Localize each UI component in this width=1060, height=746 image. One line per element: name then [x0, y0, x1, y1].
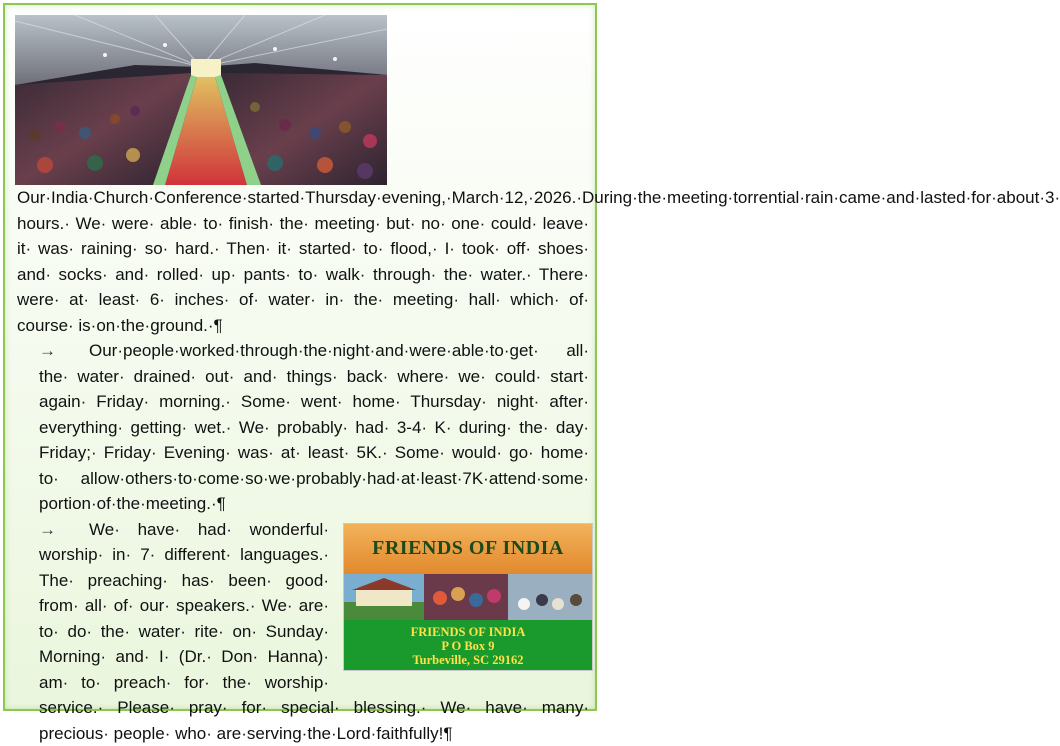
conference-hall-image [15, 15, 387, 185]
paragraph-2 [17, 338, 589, 517]
paragraph-2-text: Our·people·worked·through·the·night·and·were·able·to·get· all· the· water· drained· out· and· things· back· where· we· could· start· again· Friday· morning.· Some· went· home· Thursday· night· after· everything· getting· wet.· We· probably· had· 3-4· K· during· the· day· Friday;· Friday· Evening· was· at· least· 5K.· Some· would· go· home· to· allow·others·to·come·so·we·probably·had·at·least·7K·attend·some· portion·of·the·meeting.·¶ [39, 341, 589, 513]
newsletter-page [3, 3, 597, 711]
paragraph-3 [17, 517, 589, 746]
friends-of-india-flyer [343, 523, 593, 671]
flyer-org-name: FRIENDS OF INDIA [344, 625, 592, 639]
paragraph-1 [17, 11, 589, 338]
tab-arrow-icon: → [39, 517, 89, 543]
flyer-photos-image [344, 574, 592, 620]
flyer-title: FRIENDS OF INDIA [344, 536, 592, 562]
conference-hall-photo [15, 15, 387, 185]
tab-arrow-icon: → [39, 338, 89, 364]
article-body [17, 11, 589, 746]
paragraph-3-text: We· have· had· wonderful· worship· in· 7· different· languages.· The· preaching· has· been· good· from· all· of· our· speakers.· We· are· to· do· the· water· rite· on· Sunday· Morning· and· I· (Dr.· Don· Hanna)· am· to· preach· for· the· worship· service.· Please· pray· for· special· blessing.· We· have· many· precious· people· who· are·serving·the·Lord·faithfully!¶ [39, 520, 589, 743]
paragraph-1-text: Our·India·Church·Conference·started·Thursday·evening,·March·12,·2026.·During·the·meeting·torrential·rain·came·and·lasted·for·about·3· hours.· We· were· able· to· finish· the· meeting· but· no· one· could· leave· it· was· raining· so· hard.· Then· it· started· to· flood,· I· took· off· shoes· and· socks· and· rolled· up· pants· to· walk· through· the· water.· There· were· at· least· 6· inches· of· water· in· the· meeting· hall· which· of· course· is·on·the·ground.·¶ [17, 188, 1060, 335]
flyer-city-zip: Turbeville, SC 29162 [344, 653, 592, 667]
flyer-po-box: P O Box 9 [344, 639, 592, 653]
